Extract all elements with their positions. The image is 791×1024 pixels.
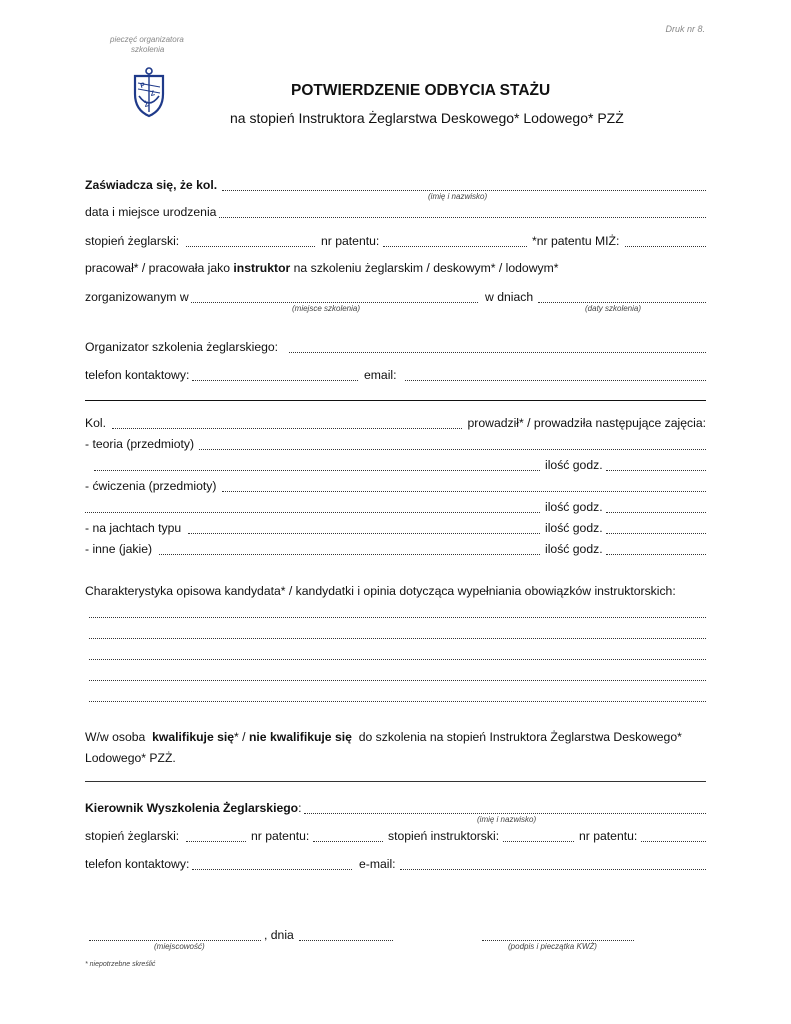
miz-field[interactable] (625, 246, 706, 247)
yachts-label: - na jachtach typu (85, 521, 182, 535)
page-title: POTWIERDZENIE ODBYCIA STAŻU (291, 82, 551, 99)
rank-field[interactable] (186, 246, 315, 247)
name-field[interactable] (222, 190, 706, 191)
pzz-logo (130, 66, 168, 118)
dates-hint: (daty szkolenia) (585, 304, 642, 313)
signature-field[interactable] (482, 940, 634, 941)
birth-row (85, 205, 706, 221)
head-email-field[interactable] (400, 869, 706, 870)
phone-field[interactable] (192, 380, 358, 381)
other-field[interactable] (159, 554, 540, 555)
worked-row (85, 261, 706, 277)
yachts-field[interactable] (188, 533, 540, 534)
opinion-line-5[interactable] (89, 701, 706, 702)
theory-hours-field[interactable] (606, 470, 706, 471)
other-label: - inne (jakie) (85, 542, 153, 556)
stamp-label-line1: pieczęć organizatora (110, 35, 184, 44)
other-hours-field[interactable] (606, 554, 706, 555)
date-field[interactable] (299, 940, 393, 941)
place-field-sign[interactable] (89, 940, 261, 941)
yachts-hours-label: ilość godz. (545, 521, 603, 535)
svg-text:Z: Z (149, 90, 156, 98)
email-field[interactable] (405, 380, 706, 381)
head-rank-field[interactable] (186, 841, 246, 842)
days-label: w dniach (485, 290, 534, 304)
print-number: Druk nr 8. (665, 24, 705, 34)
theory-hours-label: ilość godz. (545, 458, 603, 472)
other-hours-label: ilość godz. (545, 542, 603, 556)
head-row (85, 801, 706, 817)
dates-field[interactable] (538, 302, 706, 303)
exercises-hours-label: ilość godz. (545, 500, 603, 514)
worked-text: pracował* / pracowała jako instruktor na szkoleniu żeglarskim / deskowym* / lodowym* (85, 261, 559, 275)
head-rank-label: stopień żeglarski: (85, 829, 180, 843)
opinion-line-2[interactable] (89, 638, 706, 639)
head-name-hint: (imię i nazwisko) (477, 815, 537, 824)
head-patent-label: nr patentu: (251, 829, 310, 843)
section-divider (85, 400, 706, 401)
yachts-row (85, 521, 706, 537)
theory-label: - teoria (przedmioty) (85, 437, 195, 451)
signature-hint: (podpis i pieczątka KWŻ) (508, 942, 597, 951)
theory-field-2[interactable] (94, 470, 540, 471)
opinion-line-4[interactable] (89, 680, 706, 681)
head-name-field[interactable] (304, 813, 706, 814)
name-hint: (imię i nazwisko) (428, 192, 488, 201)
certify-row (85, 178, 706, 194)
patent-field[interactable] (383, 246, 527, 247)
exercises-hours-field[interactable] (606, 512, 706, 513)
footnote: * niepotrzebne skreślić (85, 961, 156, 968)
rank-row (85, 234, 706, 250)
head-phone-label: telefon kontaktowy: (85, 857, 190, 871)
theory-field[interactable] (199, 449, 706, 450)
place-hint-sign: (miejscowość) (154, 942, 205, 951)
kol-row (85, 416, 706, 432)
conducted-label: prowadził* / prowadziła następujące zajęcia: (467, 416, 706, 430)
head-label: Kierownik Wyszkolenia Żeglarskiego: (85, 801, 302, 815)
qualification-row-2 (85, 751, 706, 767)
contact-row (85, 368, 706, 384)
opinion-line-1[interactable] (89, 617, 706, 618)
phone-label: telefon kontaktowy: (85, 368, 190, 382)
qualification-text-2: Lodowego* PZŻ. (85, 751, 176, 765)
head-patent2-label: nr patentu: (579, 829, 638, 843)
stamp-label-line2: szkolenia (131, 45, 165, 54)
signature-place-row (89, 928, 409, 944)
opinion-row (85, 584, 706, 600)
organizer-row (85, 340, 706, 356)
rank-label: stopień żeglarski: (85, 234, 180, 248)
organized-label: zorganizowanym w (85, 290, 189, 304)
date-label: , dnia (264, 928, 294, 942)
head-rank-row (85, 829, 706, 845)
section-divider-2 (85, 781, 706, 782)
email-label: email: (364, 368, 397, 382)
place-field[interactable] (191, 302, 478, 303)
other-row (85, 542, 706, 558)
birth-label: data i miejsce urodzenia (85, 205, 217, 219)
patent-label: nr patentu: (321, 234, 380, 248)
head-email-label: e-mail: (359, 857, 396, 871)
head-phone-field[interactable] (192, 869, 352, 870)
qualification-text: W/w osoba kwalifikuje się* / nie kwalifikuje się do szkolenia na stopień Instruktora Żeglarstwa Deskowego* (85, 730, 682, 744)
birth-field[interactable] (219, 217, 706, 218)
kol-field[interactable] (112, 428, 462, 429)
head-patent-field[interactable] (313, 841, 383, 842)
head-instr-rank-label: stopień instruktorski: (388, 829, 500, 843)
head-contact-row (85, 857, 706, 873)
page-subtitle: na stopień Instruktora Żeglarstwa Deskowego* Lodowego* PZŻ (230, 110, 624, 126)
yachts-hours-field[interactable] (606, 533, 706, 534)
organizer-label: Organizator szkolenia żeglarskiego: (85, 340, 279, 354)
svg-text:P: P (139, 81, 147, 90)
head-instr-rank-field[interactable] (503, 841, 574, 842)
qualification-row-1 (85, 730, 706, 746)
miz-label: *nr patentu MIŻ: (532, 234, 620, 248)
svg-text:Ż: Ż (143, 101, 150, 109)
certify-label: Zaświadcza się, że kol. (85, 178, 218, 192)
exercises-field[interactable] (222, 491, 706, 492)
theory-hours-row (85, 458, 706, 474)
opinion-line-3[interactable] (89, 659, 706, 660)
theory-row (85, 437, 706, 453)
head-patent2-field[interactable] (641, 841, 706, 842)
place-hint: (miejsce szkolenia) (292, 304, 361, 313)
exercises-hours-row (85, 500, 706, 516)
opinion-label: Charakterystyka opisowa kandydata* / kandydatki i opinia dotycząca wypełniania obowiązków instruktorskich: (85, 584, 676, 598)
organizer-field[interactable] (289, 352, 706, 353)
exercises-label: - ćwiczenia (przedmioty) (85, 479, 217, 493)
exercises-row (85, 479, 706, 495)
exercises-field-2[interactable] (85, 512, 540, 513)
kol-label: Kol. (85, 416, 107, 430)
